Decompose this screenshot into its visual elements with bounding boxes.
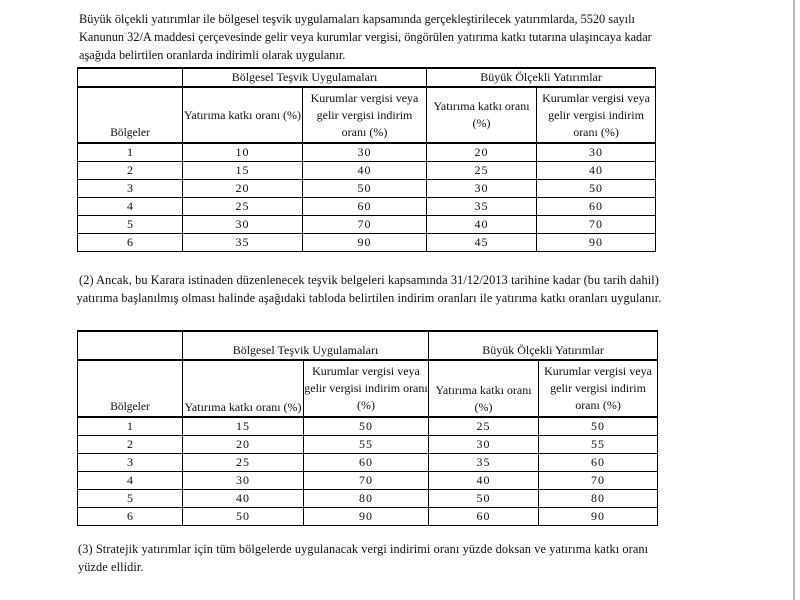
large-tax-cell: 30 — [537, 143, 656, 162]
large-tax-cell: 70 — [539, 472, 658, 490]
regional-contribution-cell: 15 — [183, 417, 304, 436]
large-contribution-cell: 35 — [427, 198, 537, 216]
region-cell: 6 — [78, 508, 183, 526]
large-contribution-cell: 25 — [429, 417, 539, 436]
regional-contribution-cell: 25 — [183, 198, 303, 216]
table-row — [78, 508, 658, 526]
header-regions: Bölgeler — [78, 87, 183, 143]
header-regional-contribution-rate: Yatırıma katkı oranı (%) — [183, 87, 303, 143]
table-header-row — [78, 68, 656, 87]
regional-tax-cell: 60 — [304, 454, 429, 472]
intro-paragraph: Büyük ölçekli yatırımlar ile bölgesel teşvik uygulamaları kapsamında gerçekleştirilecek yatırımlarda, 5520 sayılı Kanunun 32/A maddesi çerçevesinde gelir veya kurumlar vergisi, öngörülen yatırıma katkı tutarına ulaşıncaya kadar aşağıda belirtilen oranlarda indirimli olarak uygulanır. — [79, 12, 652, 62]
header-regional-incentives: Bölgesel Teşvik Uygulamaları — [183, 68, 427, 87]
regional-tax-cell: 90 — [303, 234, 427, 252]
large-contribution-cell: 60 — [429, 508, 539, 526]
regional-tax-cell: 60 — [303, 198, 427, 216]
regional-contribution-cell: 20 — [183, 180, 303, 198]
regional-contribution-cell: 10 — [183, 143, 303, 162]
table-header-row — [78, 331, 658, 360]
large-contribution-cell: 50 — [429, 490, 539, 508]
large-contribution-cell: 45 — [427, 234, 537, 252]
region-cell: 5 — [78, 490, 183, 508]
regional-tax-cell: 80 — [304, 490, 429, 508]
regional-tax-cell: 70 — [303, 216, 427, 234]
large-tax-cell: 50 — [539, 417, 658, 436]
table-row — [78, 198, 656, 216]
header-regional-incentives: Bölgesel Teşvik Uygulamaları — [183, 331, 429, 360]
rates-table-1 — [77, 67, 656, 252]
header-regional-tax-reduction-rate: Kurumlar vergisi veya gelir vergisi indirim oranı (%) — [304, 360, 429, 417]
large-tax-cell: 60 — [537, 198, 656, 216]
paragraph-2: (2) Ancak, bu Karara istinaden düzenlenecek teşvik belgeleri kapsamında 31/12/2013 tarihine kadar (bu tarih dahil) yatırıma başlanılmış olması halinde aşağıdaki tabloda belirtilen indirim oranları ile yatırıma katkı oranları uygulanır. — [76, 273, 662, 305]
region-cell: 1 — [78, 143, 183, 162]
table-row — [78, 180, 656, 198]
regional-tax-cell: 40 — [303, 162, 427, 180]
large-tax-cell: 80 — [539, 490, 658, 508]
header-regions: Bölgeler — [78, 360, 183, 417]
large-tax-cell: 90 — [537, 234, 656, 252]
regional-contribution-cell: 30 — [183, 216, 303, 234]
large-tax-cell: 90 — [539, 508, 658, 526]
region-cell: 2 — [78, 436, 183, 454]
regional-tax-cell: 50 — [303, 180, 427, 198]
table-row — [78, 454, 658, 472]
large-contribution-cell: 30 — [427, 180, 537, 198]
regional-tax-cell: 70 — [304, 472, 429, 490]
region-cell: 4 — [78, 198, 183, 216]
table-row — [78, 472, 658, 490]
regional-tax-cell: 50 — [304, 417, 429, 436]
header-large-tax-reduction-rate: Kurumlar vergisi veya gelir vergisi indirim oranı (%) — [539, 360, 658, 417]
header-empty-cell — [78, 331, 183, 360]
header-large-tax-reduction-rate: Kurumlar vergisi veya gelir vergisi indirim oranı (%) — [537, 87, 656, 143]
region-cell: 6 — [78, 234, 183, 252]
regional-contribution-cell: 50 — [183, 508, 304, 526]
regional-contribution-cell: 35 — [183, 234, 303, 252]
regional-contribution-cell: 15 — [183, 162, 303, 180]
table-row — [78, 436, 658, 454]
region-cell: 3 — [78, 180, 183, 198]
regional-tax-cell: 90 — [304, 508, 429, 526]
table-row — [78, 234, 656, 252]
large-contribution-cell: 25 — [427, 162, 537, 180]
large-tax-cell: 40 — [537, 162, 656, 180]
regional-contribution-cell: 30 — [183, 472, 304, 490]
table-row — [78, 417, 658, 436]
large-contribution-cell: 40 — [429, 472, 539, 490]
regional-contribution-cell: 40 — [183, 490, 304, 508]
table-subheader-row — [78, 87, 656, 143]
large-contribution-cell: 30 — [429, 436, 539, 454]
regional-contribution-cell: 20 — [183, 436, 304, 454]
table-row — [78, 162, 656, 180]
table-row — [78, 490, 658, 508]
rates-table-2 — [77, 330, 658, 526]
large-contribution-cell: 35 — [429, 454, 539, 472]
region-cell: 5 — [78, 216, 183, 234]
large-contribution-cell: 20 — [427, 143, 537, 162]
regional-tax-cell: 30 — [303, 143, 427, 162]
large-tax-cell: 55 — [539, 436, 658, 454]
large-tax-cell: 70 — [537, 216, 656, 234]
region-cell: 2 — [78, 162, 183, 180]
region-cell: 1 — [78, 417, 183, 436]
header-regional-tax-reduction-rate: Kurumlar vergisi veya gelir vergisi indirim oranı (%) — [303, 87, 427, 143]
large-contribution-cell: 40 — [427, 216, 537, 234]
table-subheader-row — [78, 360, 658, 417]
large-tax-cell: 50 — [537, 180, 656, 198]
paragraph-3: (3) Stratejik yatırımlar için tüm bölgelerde uygulanacak vergi indirimi oranı yüzde doksan ve yatırıma katkı oranı yüzde ellidir. — [78, 542, 649, 574]
regional-tax-cell: 55 — [304, 436, 429, 454]
header-large-contribution-rate: Yatırıma katkı oranı (%) — [429, 360, 539, 417]
header-large-contribution-rate: Yatırıma katkı oranı (%) — [427, 87, 537, 143]
regional-contribution-cell: 25 — [183, 454, 304, 472]
region-cell: 4 — [78, 472, 183, 490]
slide-right-border — [793, 0, 795, 600]
table-row — [78, 143, 656, 162]
header-large-scale-investments: Büyük Ölçekli Yatırımlar — [427, 68, 656, 87]
region-cell: 3 — [78, 454, 183, 472]
header-large-scale-investments: Büyük Ölçekli Yatırımlar — [429, 331, 658, 360]
large-tax-cell: 60 — [539, 454, 658, 472]
header-empty-cell — [78, 68, 183, 87]
header-regional-contribution-rate: Yatırıma katkı oranı (%) — [183, 360, 304, 417]
table-row — [78, 216, 656, 234]
